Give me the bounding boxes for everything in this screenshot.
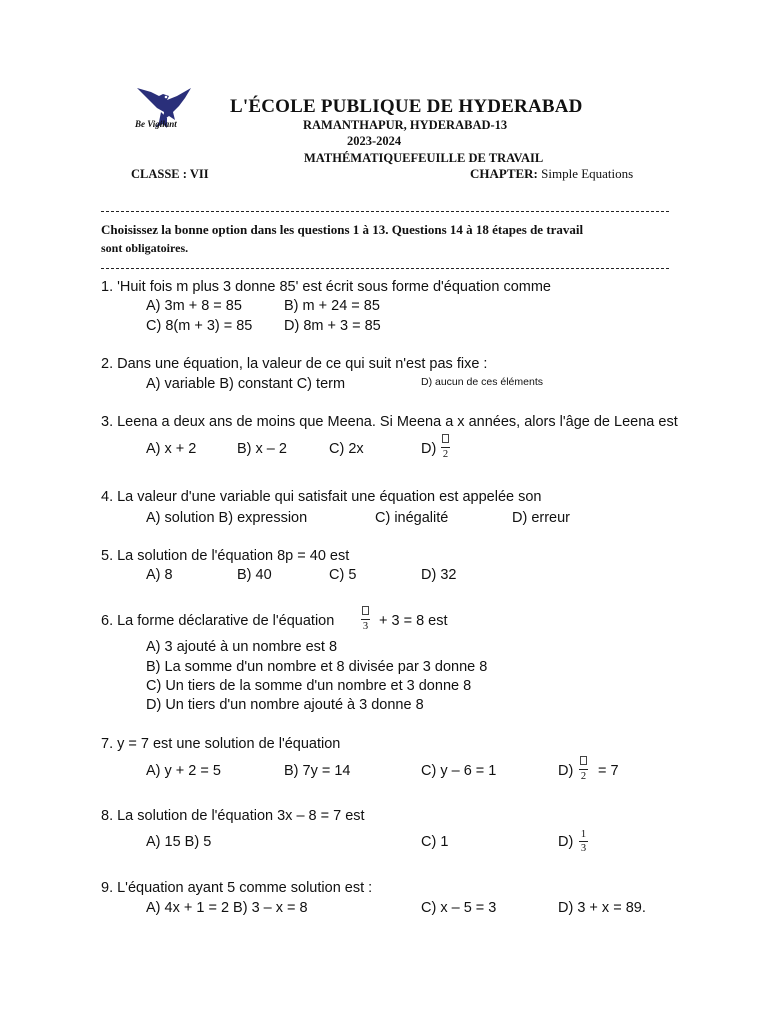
divider-bottom: [101, 268, 669, 269]
question-4: 4. La valeur d'une variable qui satisfait une équation est appelée son: [101, 489, 542, 505]
q1-option-c: C) 8(m + 3) = 85: [146, 318, 253, 334]
q7-option-d-suffix: = 7: [598, 763, 619, 779]
q4-options-ab: A) solution B) expression: [146, 510, 308, 526]
academic-year: 2023-2024: [347, 134, 402, 148]
question-2: 2. Dans une équation, la valeur de ce qui suit n'est pas fixe :: [101, 356, 488, 372]
q5-option-d: D) 32: [421, 567, 457, 583]
q4-option-d: D) erreur: [512, 510, 571, 526]
q3-option-b: B) x – 2: [237, 441, 287, 457]
question-1: 1. 'Huit fois m plus 3 donne 85' est écrit sous forme d'équation comme: [101, 279, 551, 295]
q1-option-d: D) 8m + 3 = 85: [284, 318, 381, 334]
q9-options-ab: A) 4x + 1 = 2 B) 3 – x = 8: [146, 900, 308, 916]
class-label: CLASSE : VII: [131, 167, 209, 181]
divider-top: [101, 211, 669, 212]
q5-option-b: B) 40: [237, 567, 272, 583]
q8-fraction-denominator: 3: [580, 843, 587, 854]
chapter-prefix: CHAPTER:: [470, 166, 538, 181]
q7-option-c: C) y – 6 = 1: [421, 763, 497, 779]
q3-fraction-denominator: 2: [442, 449, 449, 460]
q9-option-c: C) x – 5 = 3: [421, 900, 497, 916]
q6-option-d: D) Un tiers d'un nombre ajouté à 3 donne 8: [146, 697, 424, 713]
q8-options-ab: A) 15 B) 5: [146, 834, 212, 850]
q7-fraction: [579, 756, 588, 782]
q8-option-c: C) 1: [421, 834, 449, 850]
instructions-line-2: sont obligatoires.: [101, 241, 189, 255]
fraction-bar: [579, 841, 588, 842]
instructions-line-1: Choisissez la bonne option dans les questions 1 à 13. Questions 14 à 18 étapes de travail: [101, 222, 584, 237]
question-9: 9. L'équation ayant 5 comme solution est :: [101, 880, 373, 896]
q1-option-b: B) m + 24 = 85: [284, 298, 380, 314]
q1-option-a: A) 3m + 8 = 85: [146, 298, 242, 314]
question-8: 8. La solution de l'équation 3x – 8 = 7 est: [101, 808, 365, 824]
question-6: 6. La forme déclarative de l'équation: [101, 613, 335, 629]
q6-fraction-numerator: [362, 606, 369, 618]
school-motto: Be Vigilant: [135, 119, 177, 129]
q8-fraction: [579, 829, 588, 854]
worksheet-subject: MATHÉMATIQUEFEUILLE DE TRAVAIL: [304, 151, 544, 165]
fraction-bar: [361, 619, 370, 620]
q3-option-d: D): [421, 441, 437, 457]
q3-option-a: A) x + 2: [146, 441, 197, 457]
q6-fraction: [361, 606, 370, 632]
school-name: L'ÉCOLE PUBLIQUE DE HYDERABAD: [230, 96, 583, 117]
chapter-name: Simple Equations: [537, 166, 634, 181]
q8-option-d: D): [558, 834, 574, 850]
fraction-bar: [441, 447, 450, 448]
q2-option-d: D) aucun de ces éléments: [421, 376, 543, 388]
q2-options-abc: A) variable B) constant C) term: [146, 376, 346, 392]
q7-fraction-denominator: 2: [580, 771, 587, 782]
q7-option-d: D): [558, 763, 574, 779]
q7-fraction-numerator: [580, 756, 587, 768]
question-6-tail: + 3 = 8 est: [379, 613, 448, 629]
chapter-label: [470, 166, 633, 182]
q8-fraction-numerator: 1: [580, 829, 587, 840]
missing-glyph-icon: [362, 606, 369, 615]
q6-option-b: B) La somme d'un nombre et 8 divisée par 3 donne 8: [146, 659, 488, 675]
q5-option-c: C) 5: [329, 567, 357, 583]
q3-option-c: C) 2x: [329, 441, 364, 457]
q6-option-a: A) 3 ajouté à un nombre est 8: [146, 639, 338, 655]
q6-fraction-denominator: 3: [362, 621, 369, 632]
q7-option-a: A) y + 2 = 5: [146, 763, 221, 779]
school-address: RAMANTHAPUR, HYDERABAD-13: [303, 118, 508, 132]
q5-option-a: A) 8: [146, 567, 173, 583]
question-3: 3. Leena a deux ans de moins que Meena. Si Meena a x années, alors l'âge de Leena est: [101, 414, 678, 430]
missing-glyph-icon: [580, 756, 587, 765]
missing-glyph-icon: [442, 434, 449, 443]
q3-fraction: [441, 434, 450, 460]
question-7: 7. y = 7 est une solution de l'équation: [101, 736, 341, 752]
q7-option-b: B) 7y = 14: [284, 763, 351, 779]
q6-option-c: C) Un tiers de la somme d'un nombre et 3 donne 8: [146, 678, 472, 694]
q9-option-d: D) 3 + x = 89.: [558, 900, 646, 916]
question-5: 5. La solution de l'équation 8p = 40 est: [101, 548, 350, 564]
q4-option-c: C) inégalité: [375, 510, 449, 526]
q3-fraction-numerator: [442, 434, 449, 446]
fraction-bar: [579, 769, 588, 770]
